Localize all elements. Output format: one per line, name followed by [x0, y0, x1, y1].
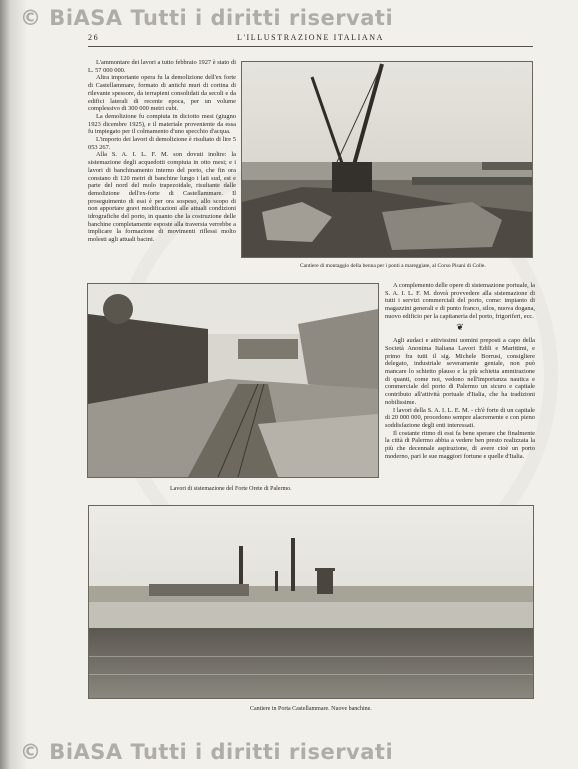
photo-crane-harbor: [241, 61, 533, 258]
right-text-column: [385, 282, 535, 460]
photo-waterfront-quay: [88, 505, 534, 699]
photo-harbor-works: [87, 283, 379, 478]
paragraph: L'ammontare dei lavori a tutto febbraio 1927 è stato di L. 57 000 000.: [88, 59, 236, 74]
caption-photo-harbor: Lavori di sistemazione del Forte Orete di Palermo.: [170, 486, 292, 492]
fleuron-ornament: ❦: [456, 321, 464, 332]
left-text-column: [88, 59, 236, 244]
paragraph: L'importo dei lavori di demolizione è risultato di lire 5 053 267.: [88, 136, 236, 151]
paragraph: La demolizione fu compiuta in diciotto mesi (giugno 1923 dicembre 1925), e il materiale proveniente da essa fu impiegato per il colmamento d'uno specchio d'acqua.: [88, 112, 236, 136]
copyright-watermark-bottom: © BiASA Tutti i diritti riservati: [20, 740, 394, 764]
paragraph: Il costante ritmo di essi fa bene sperare che finalmente la città di Palermo abbia a vedere ben presto realizzata la più che decennale aspirazione, di avere cioè un porto moderno, pari le sue maggiori fortune e quelle d'Italia.: [385, 429, 535, 460]
copyright-watermark-top: © BiASA Tutti i diritti riservati: [20, 6, 394, 30]
page-header: [88, 33, 533, 45]
caption-photo-waterfront: Cantiere in Porta Castellammare. Nuove banchine.: [250, 706, 372, 712]
paragraph: A complemento delle opere di sistemazione portuale, la S. A. I. L. F. M. dovrà provvedere alla sistemazione di tutti i servizi commerciali del porto, come: impianto di magazzini generali e di punto franco, silos, nuova dogana, nuovo edificio per la capitaneria del porto, frigoriferi, ecc.: [385, 282, 535, 320]
book-binding-shadow: [0, 0, 26, 769]
header-rule: [88, 46, 533, 47]
paragraph: I lavori della S. A. I. L. E. M. - ch'è forte di un capitale di 20 000 000, procedono sempre alacremente e con pieno soddisfazione degli enti interessati.: [385, 406, 535, 429]
page-number: 26: [88, 33, 100, 42]
paragraph: Alla S. A. I. L. F. M. son dovuti inoltre: la sistemazione degli acquedotti compiuta in otto mesi; e i lavori di banchinamento interno del porto, che fin ora constano di 120 metri di banchine lungo i lati sud, est e parte del nord del molo trapezoidale, risultante dalle demolizione dell'ex-forte di Castellammare. Il proseguimento di essi è per ora sospeso, allo scopo di non apportare gravi modificazioni alle attuali condizioni idrografiche del porto, in quanto che la costruzione delle banchine completamente esposte alla traversia verrebbe a implicare la formazione di movimenti riflessi molto molesti agli attuali bacini.: [88, 151, 236, 244]
caption-photo-crane: Cantiere di montaggio della benna per i ponti a mareggiate, al Corso Pisani di Colle.: [300, 263, 486, 269]
paragraph: Altra importante opera fu la demolizione dell'ex forte di Castellammare, formato di antichi muri di cortina di rilevante spessore, da terrapieni consolidati da secoli e da edifici laterali di recente epoca, per un volume complessivo di 300 000 metri cubi.: [88, 74, 236, 113]
journal-title: L'ILLUSTRAZIONE ITALIANA: [237, 33, 384, 42]
paragraph: Agli audaci e attivissimi uomini preposti a capo della Società Anonima Italiana Lavori Edili e Marittimi, e primo fra tutti il sig. Michele Borrusi, consigliere delegato, industriale severamente geniale, non può mancare lo schietto plauso e la più schietta ammirazione di quanti, come noi, vedono nell'importanza nautica e commerciale del porto di Palermo un sicuro e capitale contributo all'attività portuale d'Italia, che ha tradizioni nobilissime.: [385, 337, 535, 406]
